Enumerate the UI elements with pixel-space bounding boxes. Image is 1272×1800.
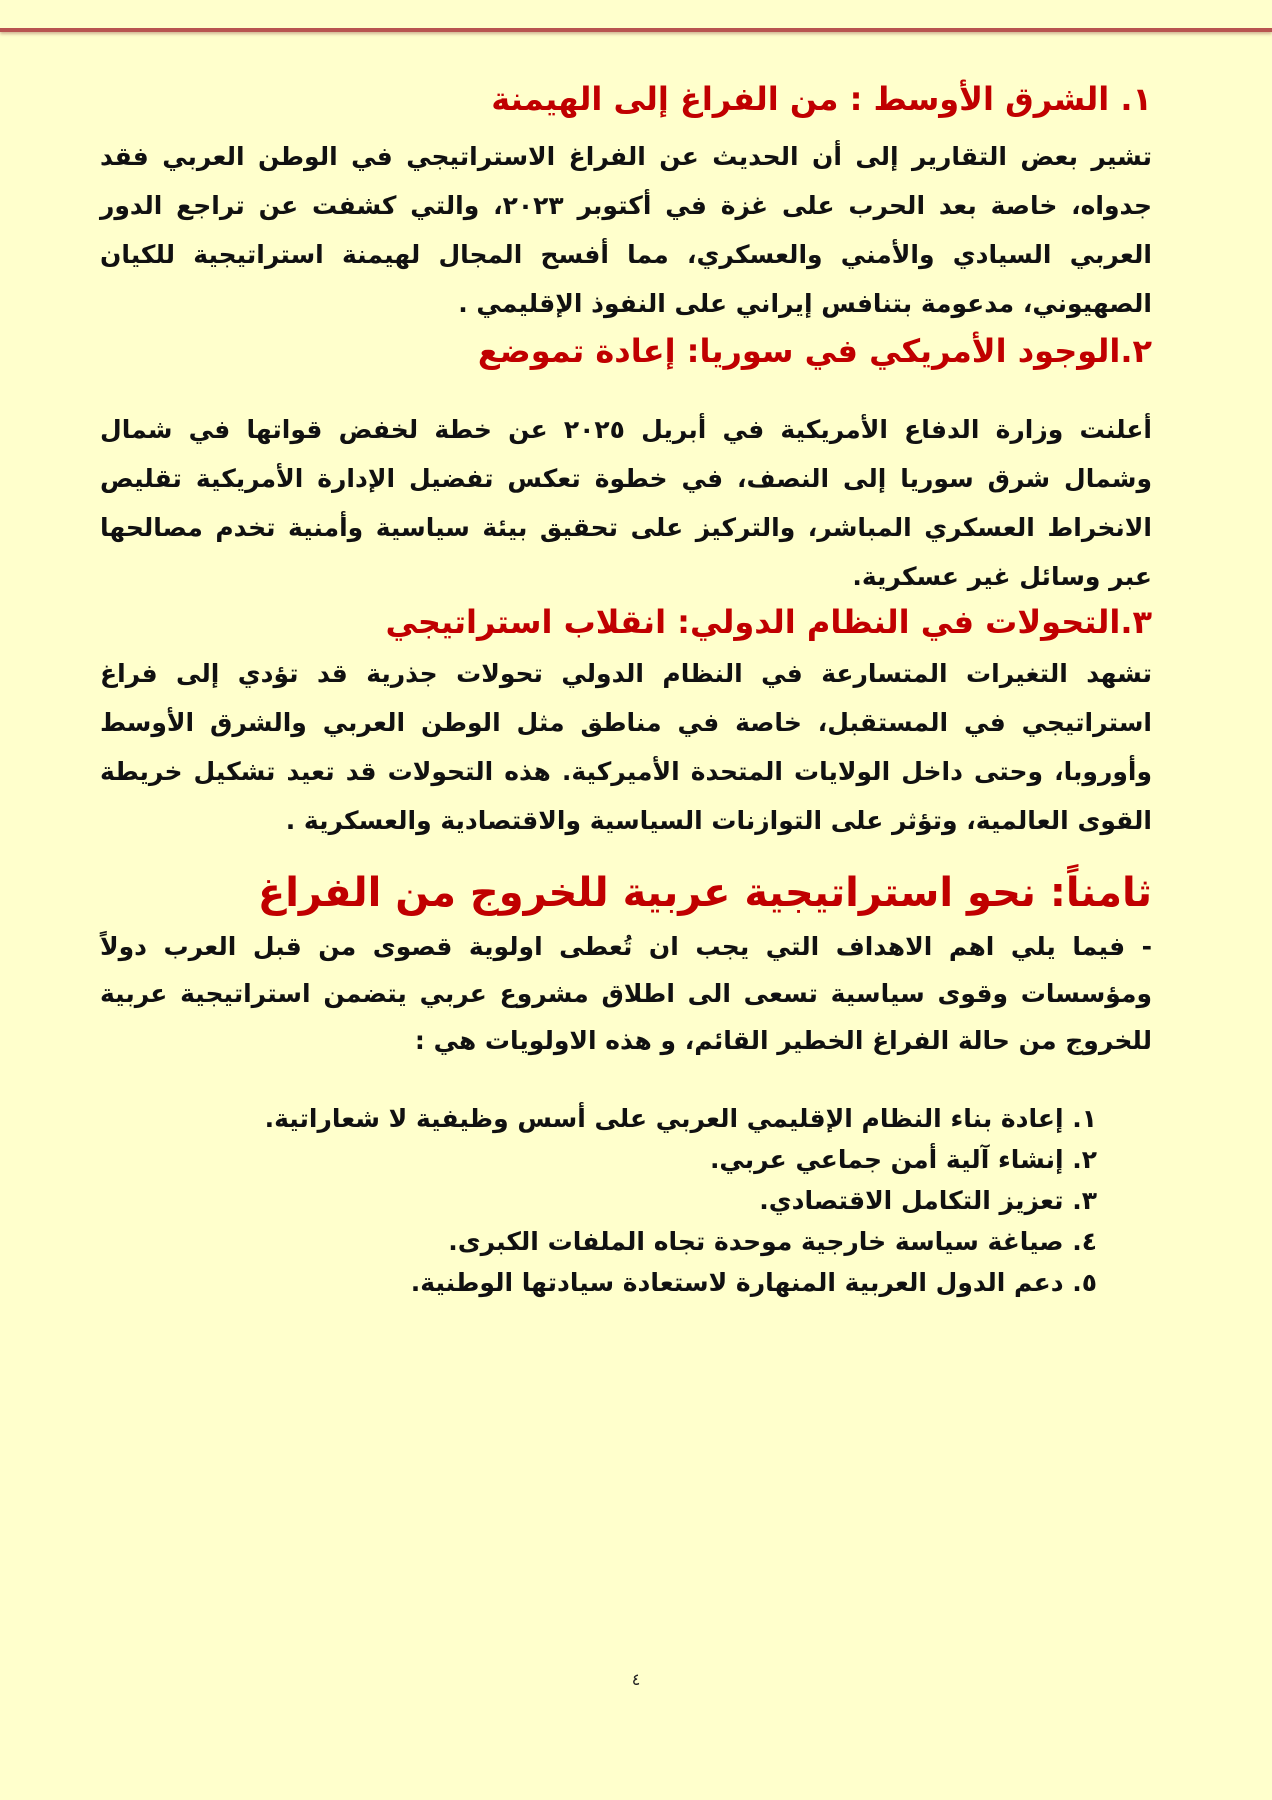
- list-item: ١. إعادة بناء النظام الإقليمي العربي على أسس وظيفية لا شعاراتية.: [264, 1104, 1097, 1134]
- section-1-paragraph: تشير بعض التقارير إلى أن الحديث عن الفراغ الاستراتيجي في الوطن العربي فقد جدواه، خاصة بعد الحرب على غزة في أكتوبر ٢٠٢٣، والتي كشفت عن تراجع الدور العربي السيادي والأمني والعسكري، مما أفسح المجال لهيمنة استراتيجية للكيان الصهيوني، مدعومة بتنافس إيراني على النفوذ الإقليمي .: [100, 142, 1152, 319]
- priorities-list: [100, 1098, 1152, 1303]
- list-item: ٤. صياغة سياسة خارجية موحدة تجاه الملفات الكبرى.: [448, 1227, 1097, 1257]
- top-border-rule: [0, 0, 1272, 32]
- main-section-intro: - فيما يلي اهم الاهداف التي يجب ان تُعطى اولوية قصوى من قبل العرب دولاً ومؤسسات وقوى سياسية تسعى الى اطلاق مشروع عربي يتضمن استراتيجية عربية للخروج من حالة الفراغ الخطير القائم، و هذه الاولويات هي :: [100, 932, 1152, 1056]
- section-3-heading: ٣.التحولات في النظام الدولي: انقلاب استراتيجي: [385, 602, 1152, 641]
- section-1-heading: ١. الشرق الأوسط : من الفراغ إلى الهيمنة: [491, 80, 1152, 118]
- section-2-heading: ٢.الوجود الأمريكي في سوريا: إعادة تموضع: [477, 332, 1152, 371]
- section-3-paragraph: تشهد التغيرات المتسارعة في النظام الدولي تحولات جذرية قد تؤدي إلى فراغ استراتيجي في المستقبل، خاصة في مناطق مثل الوطن العربي والشرق الأوسط وأوروبا، وحتى داخل الولايات المتحدة الأميركية. هذه التحولات قد تعيد تشكيل خريطة القوى العالمية، وتؤثر على التوازنات السياسية والاقتصادية والعسكرية .: [100, 659, 1152, 836]
- list-item: ٣. تعزيز التكامل الاقتصادي.: [759, 1186, 1097, 1216]
- main-section-heading: ثامناً: نحو استراتيجية عربية للخروج من الفراغ: [257, 870, 1152, 917]
- document-content: [100, 80, 1152, 1303]
- list-item: ٥. دعم الدول العربية المنهارة لاستعادة سيادتها الوطنية.: [410, 1268, 1097, 1298]
- section-2-paragraph: أعلنت وزارة الدفاع الأمريكية في أبريل ٢٠٢٥ عن خطة لخفض قواتها في شمال وشمال شرق سوريا إلى النصف، في خطوة تعكس تفضيل الإدارة الأمريكية تقليص الانخراط العسكري المباشر، والتركيز على تحقيق بيئة سياسية وأمنية تخدم مصالحها عبر وسائل غير عسكرية.: [100, 414, 1152, 591]
- page-number: ٤: [631, 1670, 641, 1689]
- list-item: ٢. إنشاء آلية أمن جماعي عربي.: [709, 1145, 1097, 1175]
